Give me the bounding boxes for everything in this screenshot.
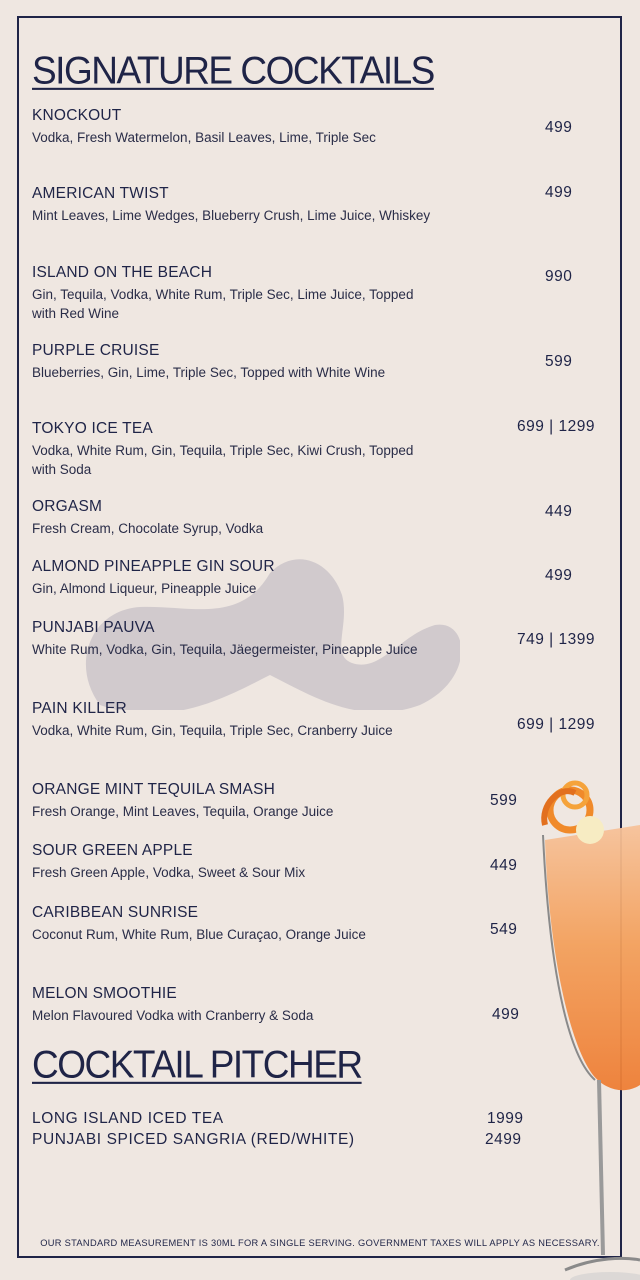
menu-item-price: 499 bbox=[545, 184, 573, 201]
menu-item bbox=[32, 618, 432, 659]
menu-item-name: MELON SMOOTHIE bbox=[32, 985, 177, 1002]
menu-item bbox=[32, 984, 432, 1025]
cocktail-glass-illustration bbox=[515, 755, 640, 1280]
menu-item-price: 599 bbox=[490, 792, 518, 809]
menu-item-description: White Rum, Vodka, Gin, Tequila, Jäegermeister, Pineapple Juice bbox=[32, 642, 418, 657]
footer-note: OUR STANDARD MEASUREMENT IS 30ML FOR A SINGLE SERVING. GOVERNMENT TAXES WILL APPLY AS NECESSARY. bbox=[40, 1238, 600, 1248]
menu-item bbox=[32, 263, 432, 323]
menu-item-name: ORANGE MINT TEQUILA SMASH bbox=[32, 781, 276, 798]
menu-item-name: SOUR GREEN APPLE bbox=[32, 842, 193, 859]
menu-item-name: CARIBBEAN SUNRISE bbox=[32, 904, 199, 921]
menu-item-name: ORGASM bbox=[32, 498, 103, 515]
signature-cocktails-title: SIGNATURE COCKTAILS bbox=[32, 48, 434, 92]
menu-item-price: 699 | 1299 bbox=[517, 716, 595, 733]
menu-item-name: PURPLE CRUISE bbox=[32, 342, 160, 359]
menu-item-description: Fresh Green Apple, Vodka, Sweet & Sour Mix bbox=[32, 865, 306, 880]
menu-item-price: 699 | 1299 bbox=[517, 418, 595, 435]
menu-item bbox=[32, 497, 432, 538]
menu-item-price: 449 bbox=[490, 857, 518, 874]
menu-item bbox=[32, 699, 432, 740]
menu-item-price: 990 bbox=[545, 268, 573, 285]
menu-item-description: Fresh Cream, Chocolate Syrup, Vodka bbox=[32, 521, 264, 536]
pitcher-item-price: 1999 bbox=[487, 1110, 524, 1127]
menu-item bbox=[32, 184, 432, 225]
menu-item-price: 499 bbox=[545, 567, 573, 584]
menu-item bbox=[32, 841, 432, 882]
pitcher-item-price: 2499 bbox=[485, 1131, 522, 1148]
menu-item-description: Coconut Rum, White Rum, Blue Curaçao, Orange Juice bbox=[32, 927, 366, 942]
menu-item bbox=[32, 341, 432, 382]
menu-item-description: Gin, Tequila, Vodka, White Rum, Triple Sec, Lime Juice, Topped with Red Wine bbox=[32, 287, 414, 321]
menu-item-description: Vodka, Fresh Watermelon, Basil Leaves, Lime, Triple Sec bbox=[32, 130, 376, 145]
menu-item-description: Vodka, White Rum, Gin, Tequila, Triple Sec, Kiwi Crush, Topped with Soda bbox=[32, 443, 414, 477]
pitcher-item-name: PUNJABI SPICED SANGRIA (RED/WHITE) bbox=[32, 1131, 355, 1148]
menu-item-name: AMERICAN TWIST bbox=[32, 185, 169, 202]
menu-item-price: 449 bbox=[545, 503, 573, 520]
menu-item-description: Fresh Orange, Mint Leaves, Tequila, Orange Juice bbox=[32, 804, 334, 819]
menu-item bbox=[32, 903, 432, 944]
menu-item-name: PUNJABI PAUVA bbox=[32, 619, 155, 636]
menu-item-name: PAIN KILLER bbox=[32, 700, 127, 717]
pitcher-item-name: LONG ISLAND ICED TEA bbox=[32, 1110, 224, 1127]
menu-item-price: 549 bbox=[490, 921, 518, 938]
menu-item-price: 499 bbox=[545, 119, 573, 136]
menu-item-description: Gin, Almond Liqueur, Pineapple Juice bbox=[32, 581, 257, 596]
pitcher-item bbox=[32, 1131, 355, 1149]
menu-item-name: ISLAND ON THE BEACH bbox=[32, 264, 213, 281]
menu-item-name: ALMOND PINEAPPLE GIN SOUR bbox=[32, 558, 275, 575]
menu-item-price: 499 bbox=[492, 1006, 520, 1023]
menu-item-description: Vodka, White Rum, Gin, Tequila, Triple Sec, Cranberry Juice bbox=[32, 723, 393, 738]
menu-item-name: TOKYO ICE TEA bbox=[32, 420, 153, 437]
pitcher-item bbox=[32, 1110, 224, 1128]
menu-item-price: 749 | 1399 bbox=[517, 631, 595, 648]
menu-item-description: Melon Flavoured Vodka with Cranberry & Soda bbox=[32, 1008, 314, 1023]
menu-item-name: KNOCKOUT bbox=[32, 107, 122, 124]
menu-item-price: 599 bbox=[545, 353, 573, 370]
menu-item bbox=[32, 780, 432, 821]
menu-item bbox=[32, 106, 432, 147]
menu-item bbox=[32, 557, 432, 598]
menu-item-description: Mint Leaves, Lime Wedges, Blueberry Crush, Lime Juice, Whiskey bbox=[32, 208, 431, 223]
menu-item bbox=[32, 419, 432, 479]
menu-item-description: Blueberries, Gin, Lime, Triple Sec, Topped with White Wine bbox=[32, 365, 386, 380]
cocktail-pitcher-title: COCKTAIL PITCHER bbox=[32, 1042, 362, 1086]
